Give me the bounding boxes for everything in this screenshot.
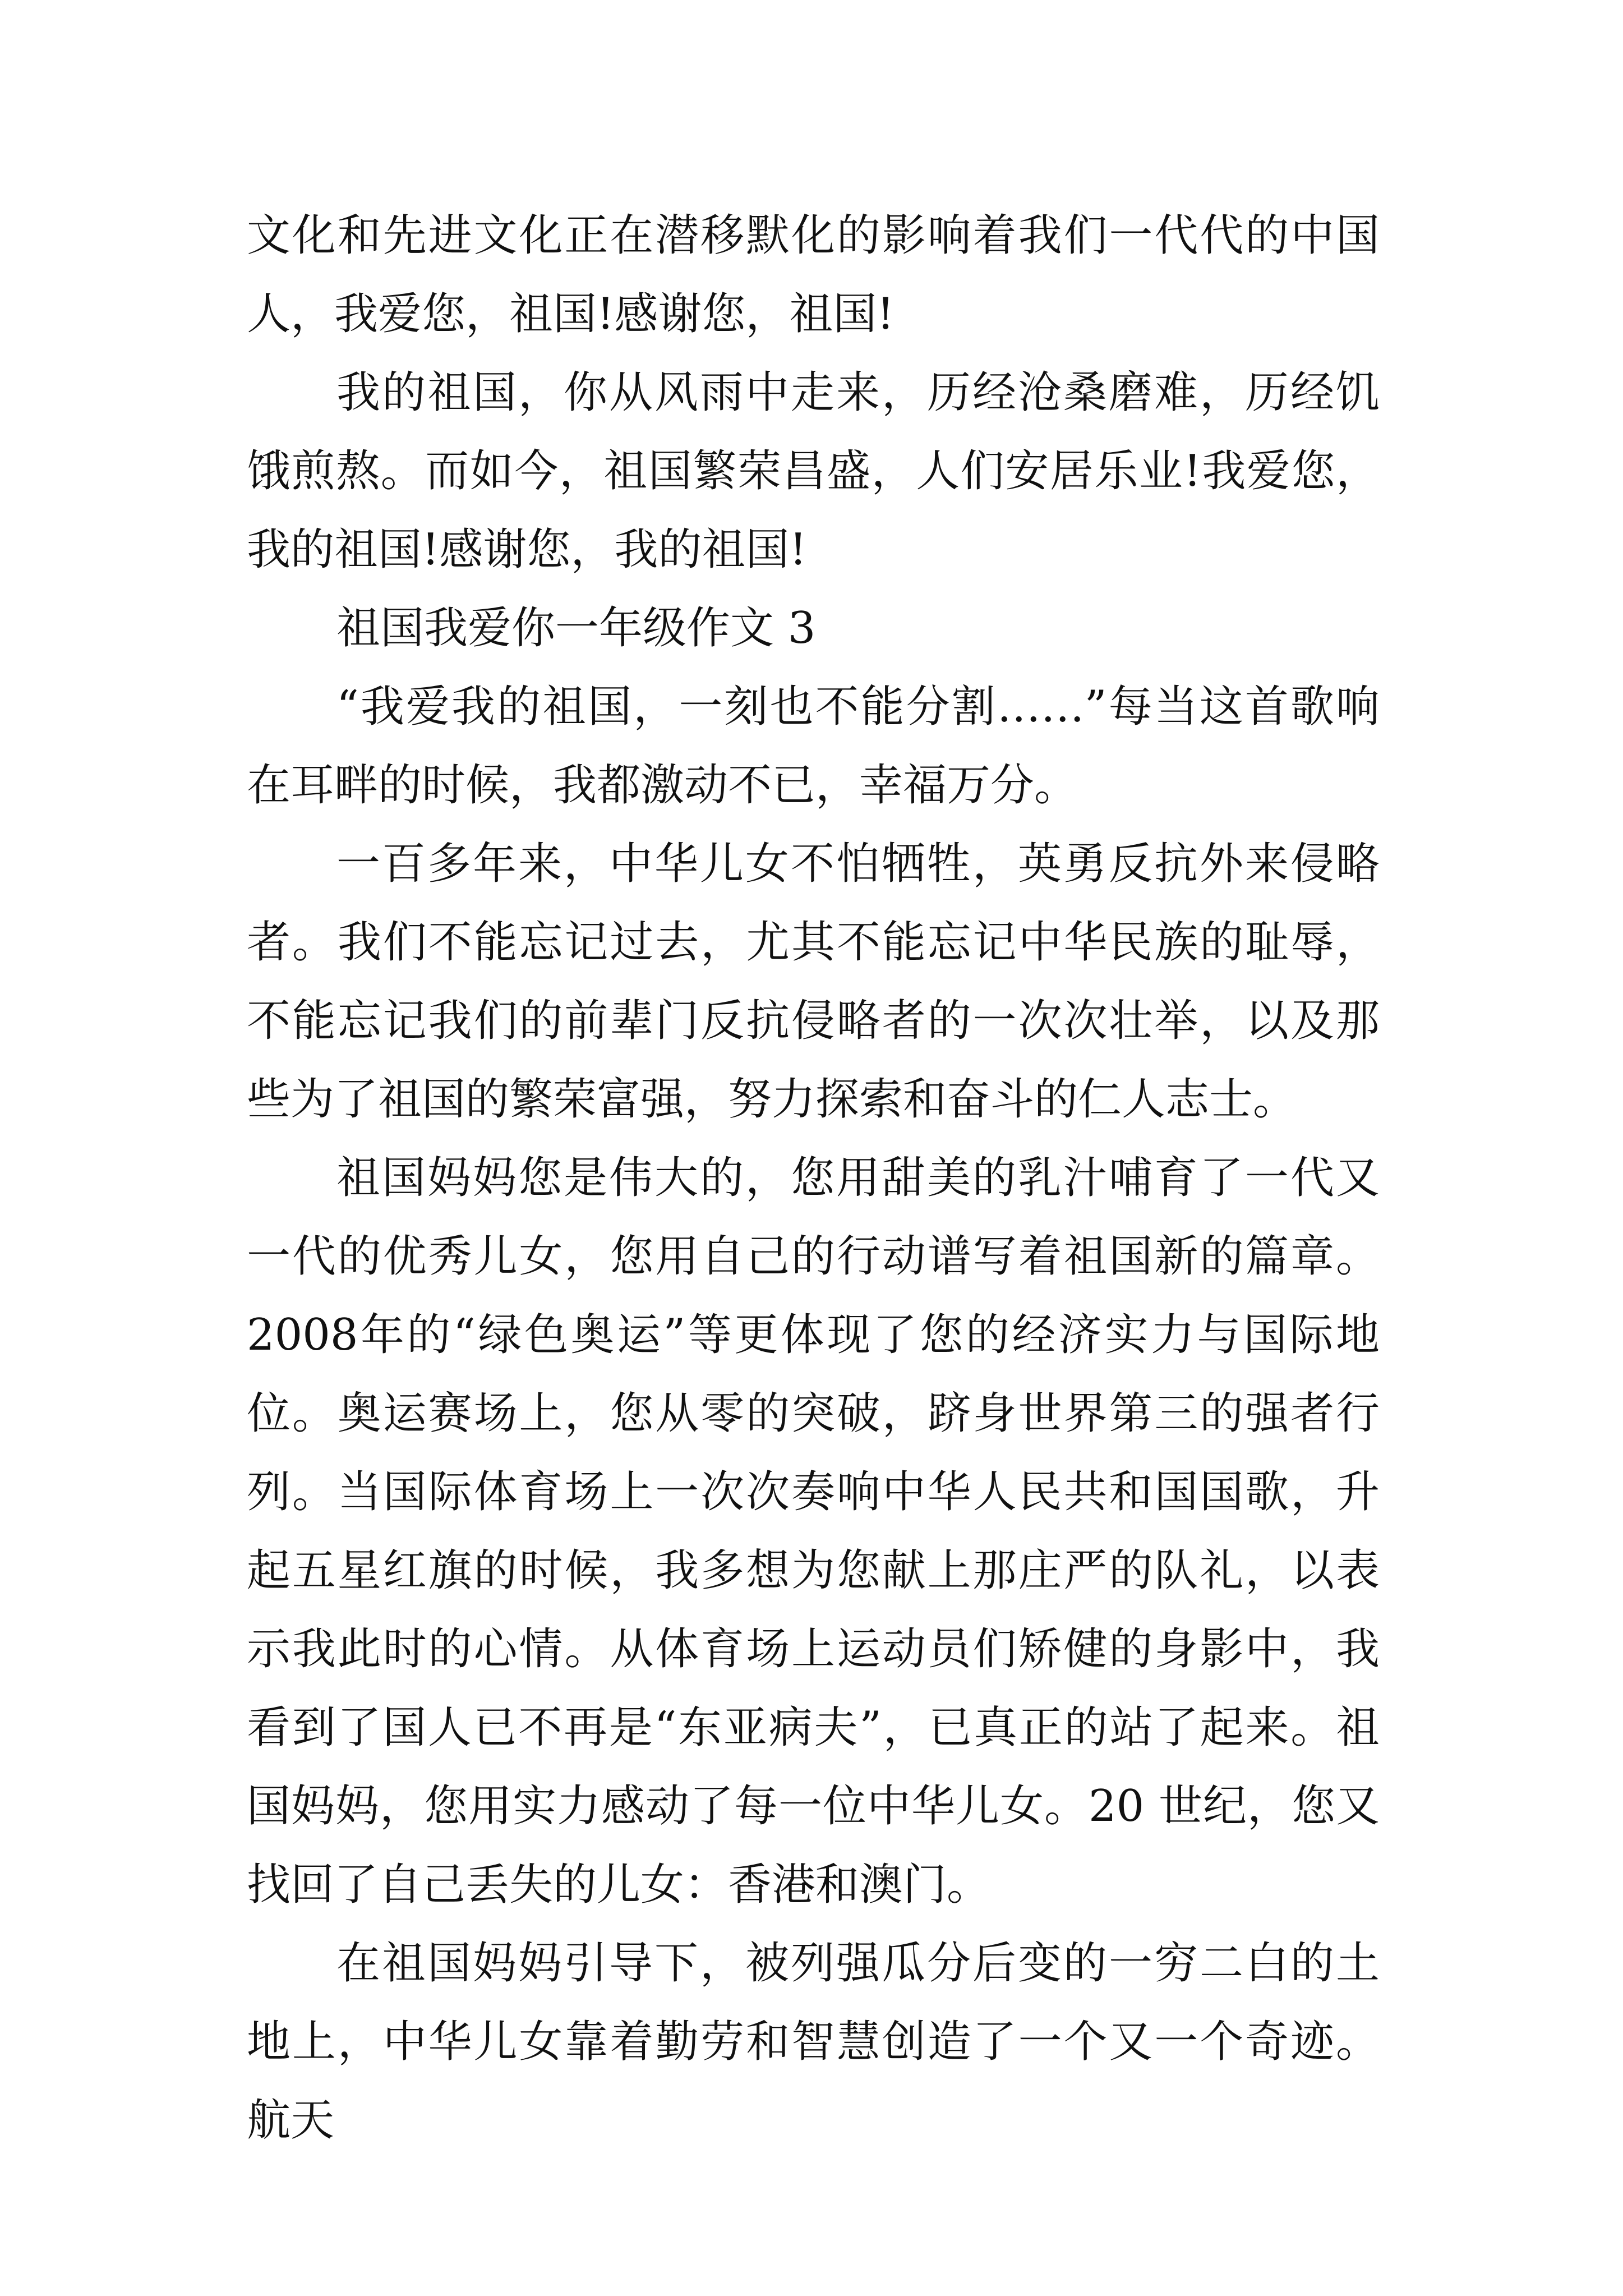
paragraph-continuation: 文化和先进文化正在潜移默化的影响着我们一代代的中国人，我爱您，祖国!感谢您，祖国!: [247, 210, 1380, 339]
paragraph: 我的祖国，你从风雨中走来，历经沧桑磨难，历经饥饿煎熬。而如今，祖国繁荣昌盛，人们安居乐业!我爱您，我的祖国!感谢您，我的祖国!: [247, 367, 1380, 575]
section-heading: 祖国我爱你一年级作文 3: [336, 603, 816, 654]
paragraph: 祖国妈妈您是伟大的，您用甜美的乳汁哺育了一代又一代的优秀儿女，您用自己的行动谱写着祖国新的篇章。2008年的“绿色奥运”等更体现了您的经济实力与国际地位。奥运赛场上，您从零的突破，跻身世界第三的强者行列。当国际体育场上一次次奏响中华人民共和国国歌，升起五星红旗的时候，我多想为您献上那庄严的队礼，以表示我此时的心情。从体育场上运动员们矫健的身影中，我看到了国人已不再是“东亚病夫”，已真正的站了起来。祖国妈妈，您用实力感动了每一位中华儿女。20 世纪，您又找回了自己丢失的儿女：香港和澳门。: [247, 1153, 1380, 1910]
paragraph: “我爱我的祖国，一刻也不能分割……”每当这首歌响在耳畔的时候，我都激动不已，幸福万分。: [247, 682, 1380, 811]
document-body: [247, 196, 1380, 2160]
paragraph: 在祖国妈妈引导下，被列强瓜分后变的一穷二白的土地上，中华儿女靠着勤劳和智慧创造了一个又一个奇迹。航天: [247, 1938, 1380, 2146]
paragraph: 一百多年来，中华儿女不怕牺牲，英勇反抗外来侵略者。我们不能忘记过去，尤其不能忘记中华民族的耻辱，不能忘记我们的前辈门反抗侵略者的一次次壮举，以及那些为了祖国的繁荣富强，努力探索和奋斗的仁人志士。: [247, 839, 1380, 1125]
